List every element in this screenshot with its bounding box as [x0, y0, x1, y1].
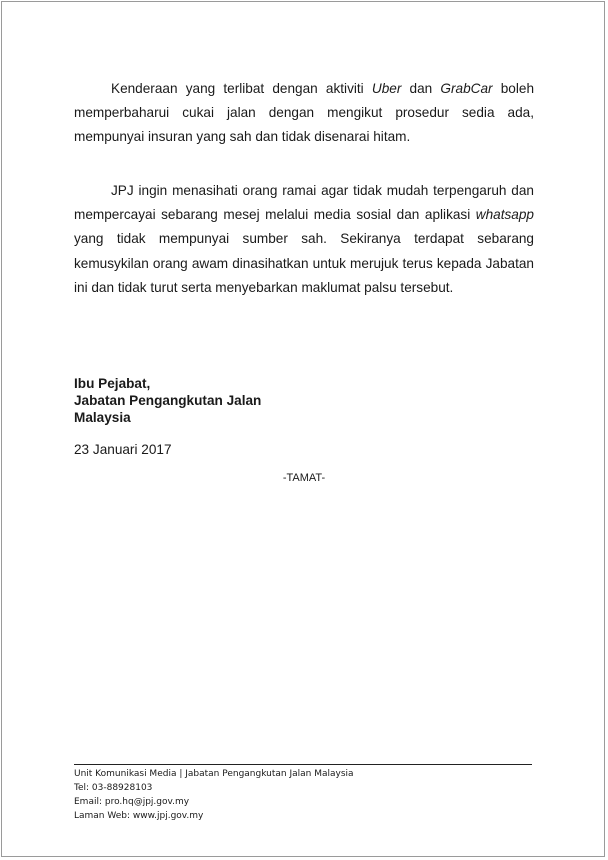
footer-divider	[74, 764, 532, 765]
footer-email: Email: pro.hq@jpj.gov.my	[74, 797, 190, 807]
footer-tel: Tel: 03-88928103	[74, 783, 153, 793]
footer-web: Laman Web: www.jpj.gov.my	[74, 811, 204, 821]
footer-contact	[74, 767, 354, 823]
signature-line-department: Jabatan Pengangkutan Jalan	[74, 393, 262, 408]
brand-uber: Uber	[371, 81, 402, 96]
paragraph-text: dan	[401, 81, 441, 96]
paragraph-text: yang tidak mempunyai sumber sah. Sekiranya terdapat sebarang kemusykilan orang awam dinasihatkan untuk merujuk terus kepada Jabatan ini dan tidak turut serta menyebarkan maklumat palsu tersebut.	[74, 231, 534, 295]
paragraph-text: JPJ ingin menasihati orang ramai agar tidak mudah terpengaruh dan mempercayai sebarang mesej melalui media sosial dan aplikasi	[74, 183, 534, 223]
paragraph-text: Kenderaan yang terlibat dengan aktiviti	[111, 81, 372, 96]
footer-unit: Unit Komunikasi Media | Jabatan Pengangkutan Jalan Malaysia	[74, 769, 354, 779]
end-marker: -TAMAT-	[282, 472, 326, 484]
signature-line-office: Ibu Pejabat,	[74, 376, 151, 391]
signature-block	[74, 375, 261, 426]
paragraph-advisory	[74, 179, 534, 300]
brand-grabcar: GrabCar	[440, 81, 493, 96]
app-whatsapp: whatsapp	[475, 207, 534, 223]
signature-line-country: Malaysia	[74, 410, 131, 425]
paragraph-road-tax	[74, 77, 534, 150]
paragraph-text: boleh memperbaharui cukai jalan dengan mengikut prosedur sedia ada, mempunyai insuran yang sah dan tidak disenarai hitam.	[74, 81, 534, 145]
document-date: 23 Januari 2017	[74, 442, 172, 457]
